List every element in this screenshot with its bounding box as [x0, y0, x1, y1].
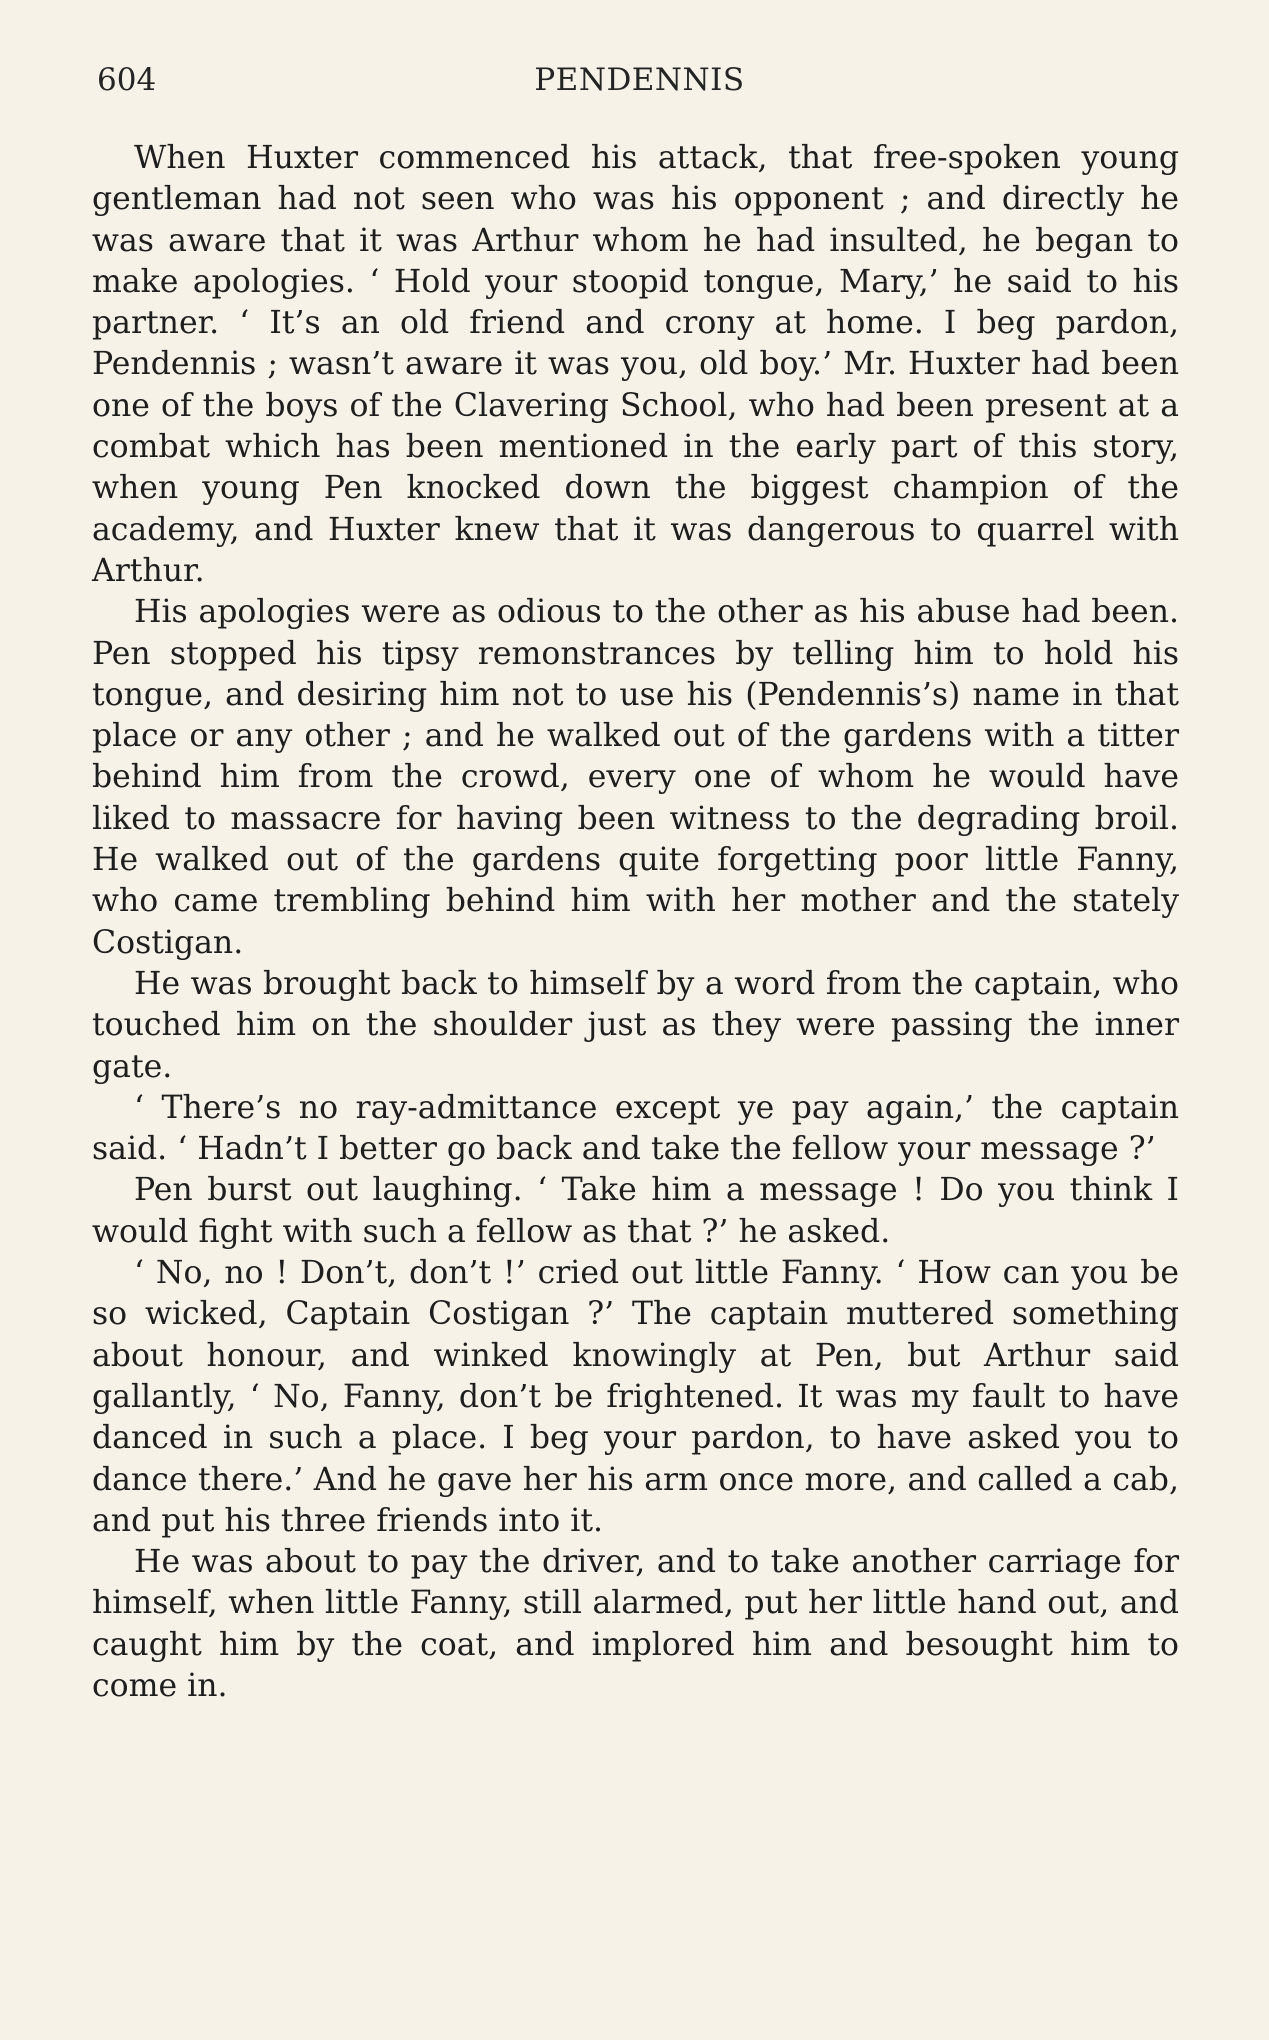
paragraph-apologies: His apologies were as odious to the other as his abuse had been. Pen stopped his tipsy remonstrances by telling him to hold his tongue, and desiring him not to use his (Pendennis’s) name in that place or any other ; and he walked out of the gardens with a titter behind him from the crowd, every one of whom he would have liked to massacre for having been witness to the degrading broil. He walked out of the gardens quite forgetting poor little Fanny, who came trembling behind him with her mother and the stately Costigan.	[92, 594, 1179, 961]
paragraph-cab: He was about to pay the driver, and to take another carriage for himself, when little Fanny, still alarmed, put her little hand out, and caught him by the coat, and implored him and besought him to come in.	[92, 1544, 1179, 1704]
body-text	[92, 138, 1179, 1707]
paragraph-huxter-attack: When Huxter commenced his attack, that free-spoken young gentleman had not seen who was his opponent ; and directly he was aware that it was Arthur whom he had insulted, he began to make apologies. ‘ Hold your stoopid tongue, Mary,’ he said to his partner. ‘ It’s an old friend and crony at home. I beg pardon, Pendennis ; wasn’t aware it was you, old boy.’ Mr. Huxter had been one of the boys of the Clavering School, who had been present at a combat which has been mentioned in the early part of this story, when young Pen knocked down the biggest champion of the academy, and Huxter knew that it was dangerous to quarrel with Arthur.	[92, 140, 1179, 589]
running-head	[97, 62, 1182, 106]
paragraph-pen-laughing: Pen burst out laughing. ‘ Take him a message ! Do you think I would fight with such a fellow as that ?’ he asked.	[92, 1172, 1179, 1250]
running-title: PENDENNIS	[534, 62, 745, 98]
paragraph-captain-message: ‘ There’s no ray-admittance except ye pay again,’ the captain said. ‘ Hadn’t I better go back and take the fellow your message ?’	[92, 1089, 1179, 1168]
page-number: 604	[97, 62, 157, 98]
paragraph-brought-back: He was brought back to himself by a word from the captain, who touched him on the shoulder just as they were passing the inner gate.	[92, 965, 1179, 1085]
paragraph-fanny-pleads: ‘ No, no ! Don’t, don’t !’ cried out little Fanny. ‘ How can you be so wicked, Captain Costigan ?’ The captain muttered something about honour, and winked knowingly at Pen, but Arthur said gallantly, ‘ No, Fanny, don’t be frightened. It was my fault to have danced in such a place. I beg your pardon, to have asked you to dance there.’ And he gave her his arm once more, and called a cab, and put his three friends into it.	[92, 1255, 1179, 1539]
